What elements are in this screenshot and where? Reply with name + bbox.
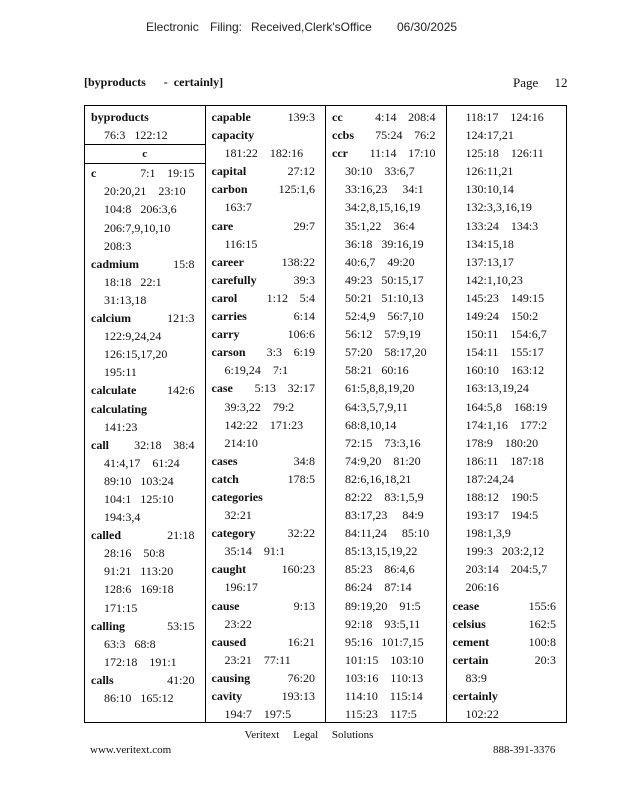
index-entry [453, 633, 567, 651]
index-entry [332, 108, 446, 126]
index-continuation: 86:24 87:14 [345, 580, 412, 595]
index-continuation: 206:16 [465, 580, 499, 595]
index-entry [212, 687, 326, 705]
index-continuation: 74:9,20 81:20 [345, 453, 421, 468]
index-word: cease [452, 598, 480, 613]
index-continuation: 82:22 83:1,5,9 [345, 489, 424, 504]
index-entry [212, 379, 326, 397]
index-entry [212, 289, 326, 307]
index-continuation: 89:10 103:24 [104, 473, 174, 488]
index-entry [212, 524, 326, 542]
index-continuation: 33:16,23 34:1 [345, 182, 424, 197]
index-entry [91, 381, 205, 399]
index-continuation: 32:21 [224, 508, 252, 523]
index-reference: 4:14 [375, 110, 397, 124]
footer-company: Veritext Legal Solutions [244, 729, 374, 741]
index-word: case [211, 381, 233, 396]
index-word: carbon [211, 182, 248, 197]
index-entry [91, 164, 205, 182]
index-entry [91, 617, 205, 635]
section-letter: c [85, 144, 205, 164]
index-reference: 17:10 [408, 146, 436, 161]
index-reference: 27:12 [287, 164, 315, 179]
index-continuation: 137:13,17 [465, 254, 514, 269]
index-entry [212, 669, 326, 687]
index-continuation: 193:17 194:5 [465, 508, 539, 523]
index-entry [212, 633, 326, 651]
filing-label: Electronic [146, 20, 199, 34]
index-continuation: 208:3 [104, 238, 132, 253]
index-entry [212, 597, 326, 615]
index-entry [91, 108, 205, 126]
index-word: capable [211, 110, 251, 124]
index-continuation: 18:18 22:1 [104, 274, 162, 289]
index-entry [212, 470, 326, 488]
index-continuation: 76:3 122:12 [104, 128, 168, 143]
index-reference: 208:4 [408, 110, 436, 124]
index-reference: 20:3 [534, 652, 556, 667]
index-continuation: 125:18 126:11 [465, 146, 544, 161]
index-continuation: 58:21 60:16 [345, 363, 409, 378]
index-word: caused [211, 634, 247, 649]
index-reference: 121:3 [167, 311, 195, 326]
index-reference: 5:13 [254, 381, 276, 396]
index-reference: 178:5 [287, 471, 315, 486]
index-continuation: 30:10 33:6,7 [345, 164, 415, 179]
index-continuation: 126:11,21 [465, 164, 514, 179]
index-word: cause [211, 598, 240, 613]
footer-website: www.veritext.com [90, 744, 172, 756]
index-word: catch [211, 471, 239, 486]
index-entry [91, 436, 205, 454]
index-reference: 32:22 [287, 526, 315, 541]
index-reference: 6:14 [293, 309, 315, 324]
index-continuation: 39:3,22 79:2 [224, 399, 295, 414]
index-continuation: 92:18 93:5,11 [345, 616, 421, 631]
index-continuation: 194:7 197:5 [224, 707, 292, 722]
index-continuation: 142:22 171:23 [224, 417, 304, 432]
index-reference: 162:5 [528, 616, 556, 631]
index-reference: 106:6 [287, 327, 315, 342]
index-entry [212, 560, 326, 578]
index-entry [91, 400, 205, 418]
index-word: category [211, 526, 256, 541]
index-word: ccbs [332, 128, 354, 143]
index-continuation: 128:6 169:18 [104, 582, 174, 597]
index-word: cases [211, 453, 238, 468]
index-reference: 29:7 [293, 218, 315, 233]
index-entry [212, 253, 326, 271]
index-reference: 160:23 [281, 562, 315, 577]
index-continuation: 115:23 117:5 [345, 707, 417, 722]
index-word: called [91, 528, 121, 543]
index-continuation: 104:1 125:10 [104, 491, 174, 506]
index-word: carson [211, 345, 246, 360]
index-reference: 125:1,6 [278, 182, 315, 197]
index-reference: 53:15 [167, 618, 195, 633]
index-reference: 41:20 [167, 672, 195, 687]
index-reference: 16:21 [287, 634, 315, 649]
filing-date: 06/30/2025 [397, 20, 458, 34]
index-continuation: 171:15 [104, 600, 138, 615]
index-continuation: 101:15 103:10 [345, 652, 424, 667]
index-entry [212, 108, 326, 126]
index-word: cavity [211, 689, 243, 703]
index-word: caught [211, 562, 247, 577]
index-continuation: 116:15 [224, 236, 258, 251]
index-continuation: 130:10,14 [465, 182, 514, 197]
index-continuation: 133:24 134:3 [465, 218, 539, 233]
index-continuation: 172:18 191:1 [104, 654, 177, 669]
index-continuation: 178:9 180:20 [465, 435, 539, 450]
index-continuation: 89:19,20 91:5 [345, 598, 421, 613]
index-word: certainly [452, 689, 498, 703]
index-entry [212, 162, 326, 180]
index-continuation: 41:4,17 61:24 [104, 455, 180, 470]
index-continuation: 164:5,8 168:19 [465, 399, 548, 414]
index-reference: 7:1 [140, 166, 156, 181]
index-continuation: 181:22 182:16 [224, 146, 304, 161]
index-word: calculate [91, 383, 137, 398]
index-entry [91, 526, 205, 544]
index-continuation: 194:3,4 [104, 510, 141, 525]
index-reference: 21:18 [167, 528, 195, 543]
index-continuation: 199:3 203:2,12 [465, 544, 545, 559]
index-reference: 39:3 [293, 272, 315, 287]
filing-word: Filing: [210, 20, 243, 34]
index-column-1 [85, 106, 205, 722]
index-reference: 15:8 [173, 256, 195, 271]
index-continuation: 214:10 [224, 435, 258, 450]
index-reference: 32:18 [134, 437, 162, 452]
index-continuation: 83:17,23 84:9 [345, 508, 424, 523]
index-continuation: 23:22 [224, 616, 252, 631]
index-continuation: 63:3 68:8 [104, 636, 156, 651]
footer-phone: 888-391-3376 [493, 744, 556, 756]
index-column-3 [325, 106, 446, 722]
index-continuation: 132:3,3,16,19 [465, 200, 532, 215]
index-reference: 193:13 [281, 689, 315, 703]
index-word: call [91, 437, 109, 452]
index-word: byproducts [91, 110, 149, 124]
index-continuation: 28:16 50:8 [104, 546, 165, 561]
index-word: capacity [211, 128, 255, 143]
index-continuation: 114:10 115:14 [345, 689, 423, 703]
index-continuation: 68:8,10,14 [345, 417, 397, 432]
index-range-header: [byproducts - certainly] [84, 75, 224, 89]
index-continuation: 203:14 204:5,7 [465, 562, 548, 577]
index-word: carry [211, 327, 240, 342]
index-continuation: 126:15,17,20 [104, 347, 168, 362]
index-continuation: 141:23 [104, 419, 138, 434]
index-reference: 76:2 [414, 128, 436, 143]
index-reference: 139:3 [287, 110, 315, 124]
index-continuation: 95:16 101:7,15 [345, 634, 424, 649]
index-entry [91, 671, 205, 689]
index-entry [91, 309, 205, 327]
index-continuation: 61:5,8,8,19,20 [345, 381, 415, 396]
index-word: calculating [91, 401, 147, 416]
index-continuation: 86:10 165:12 [104, 691, 174, 705]
index-reference: 9:13 [293, 598, 315, 613]
index-word: calls [91, 672, 114, 687]
index-reference: 32:17 [287, 381, 315, 396]
index-continuation: 85:13,15,19,22 [345, 544, 418, 559]
page-number: 12 [554, 75, 568, 90]
index-continuation: 134:15,18 [465, 236, 514, 251]
index-continuation: 102:22 [465, 707, 499, 722]
index-continuation: 206:7,9,10,10 [104, 220, 171, 235]
index-word: c [91, 166, 97, 181]
index-continuation: 82:6,16,18,21 [345, 471, 412, 486]
index-continuation: 195:11 [104, 365, 137, 380]
index-continuation: 31:13,18 [104, 292, 147, 307]
page-label: Page [513, 75, 539, 90]
index-word: causing [211, 670, 251, 685]
index-continuation: 20:20,21 23:10 [104, 184, 186, 199]
index-continuation: 198:1,3,9 [465, 526, 511, 541]
index-reference: 5:4 [299, 290, 315, 305]
page-indicator [513, 75, 568, 91]
index-continuation: 35:1,22 36:4 [345, 218, 415, 233]
index-word: cadmium [91, 256, 139, 271]
index-entry [212, 307, 326, 325]
index-continuation: 186:11 187:18 [465, 453, 544, 468]
index-continuation: 149:24 150:2 [465, 309, 539, 324]
index-reference: 100:8 [528, 634, 556, 649]
index-continuation: 57:20 58:17,20 [345, 345, 427, 360]
index-continuation: 154:11 155:17 [465, 345, 544, 360]
index-reference: 75:24 [375, 128, 403, 143]
index-continuation: 6:19,24 7:1 [224, 363, 289, 378]
index-reference: 155:6 [528, 598, 556, 613]
index-word: capital [211, 164, 247, 179]
index-continuation: 196:17 [224, 580, 258, 595]
index-reference: 76:20 [287, 670, 315, 685]
index-reference: 6:19 [293, 345, 315, 360]
index-continuation: 122:9,24,24 [104, 329, 162, 344]
index-continuation: 72:15 73:3,16 [345, 435, 421, 450]
index-entry [212, 488, 326, 506]
index-word: categories [211, 489, 263, 504]
index-reference: 138:22 [281, 254, 315, 269]
index-entry [91, 255, 205, 273]
index-continuation: 103:16 110:13 [345, 670, 424, 685]
index-word: calling [91, 618, 126, 633]
index-continuation: 35:14 91:1 [224, 544, 286, 559]
index-continuation: 49:23 50:15,17 [345, 272, 424, 287]
index-reference: 34:8 [293, 453, 315, 468]
index-word: carol [211, 290, 238, 305]
index-continuation: 150:11 154:6,7 [465, 327, 547, 342]
index-entry [212, 217, 326, 235]
index-entry [453, 615, 567, 633]
index-reference: 11:14 [369, 146, 397, 161]
index-entry [332, 144, 446, 162]
index-entry [212, 343, 326, 361]
index-column-2 [205, 106, 326, 722]
index-continuation: 104:8 206:3,6 [104, 202, 177, 217]
index-word: career [211, 254, 244, 269]
index-continuation: 50:21 51:10,13 [345, 290, 424, 305]
index-continuation: 23:21 77:11 [224, 652, 291, 667]
index-continuation: 36:18 39:16,19 [345, 236, 424, 251]
word-index-table [84, 105, 567, 723]
index-continuation: 91:21 113:20 [104, 564, 174, 579]
index-continuation: 34:2,8,15,16,19 [345, 200, 421, 215]
index-continuation: 145:23 149:15 [465, 290, 545, 305]
index-continuation: 163:13,19,24 [465, 381, 529, 396]
index-entry [453, 687, 567, 705]
index-continuation: 56:12 57:9,19 [345, 327, 421, 342]
index-word: certain [452, 652, 489, 667]
index-entry [453, 651, 567, 669]
index-reference: 142:6 [167, 383, 195, 398]
index-continuation: 187:24,24 [465, 471, 514, 486]
index-entry [212, 452, 326, 470]
index-word: care [211, 218, 234, 233]
index-continuation: 163:7 [224, 200, 252, 215]
index-continuation: 188:12 190:5 [465, 489, 539, 504]
index-reference: 3:3 [266, 345, 282, 360]
index-reference: 1:12 [266, 290, 288, 305]
index-continuation: 40:6,7 49:20 [345, 254, 415, 269]
index-word: carries [211, 309, 247, 324]
index-word: calcium [91, 311, 131, 326]
index-column-4 [446, 106, 567, 722]
index-word: carefully [211, 272, 257, 287]
index-entry [212, 126, 326, 144]
index-continuation: 83:9 [465, 670, 487, 685]
index-word: cement [452, 634, 490, 649]
index-continuation: 85:23 86:4,6 [345, 562, 415, 577]
index-continuation: 64:3,5,7,9,11 [345, 399, 408, 414]
index-continuation: 118:17 124:16 [465, 110, 544, 124]
index-continuation: 124:17,21 [465, 128, 514, 143]
index-word: cc [332, 110, 343, 124]
index-continuation: 84:11,24 85:10 [345, 526, 430, 541]
index-entry [212, 271, 326, 289]
index-entry [212, 325, 326, 343]
index-entry [212, 180, 326, 198]
index-entry [332, 126, 446, 144]
index-continuation: 52:4,9 56:7,10 [345, 309, 424, 324]
index-reference: 38:4 [173, 437, 195, 452]
index-continuation: 160:10 163:12 [465, 363, 545, 378]
index-reference: 19:15 [167, 166, 195, 181]
index-continuation: 142:1,10,23 [465, 272, 523, 287]
index-continuation: 174:1,16 177:2 [465, 417, 548, 432]
filing-received: Received,Clerk'sOffice [251, 20, 372, 34]
index-word: celsius [452, 616, 486, 631]
index-word: ccr [332, 146, 348, 161]
index-entry [453, 597, 567, 615]
